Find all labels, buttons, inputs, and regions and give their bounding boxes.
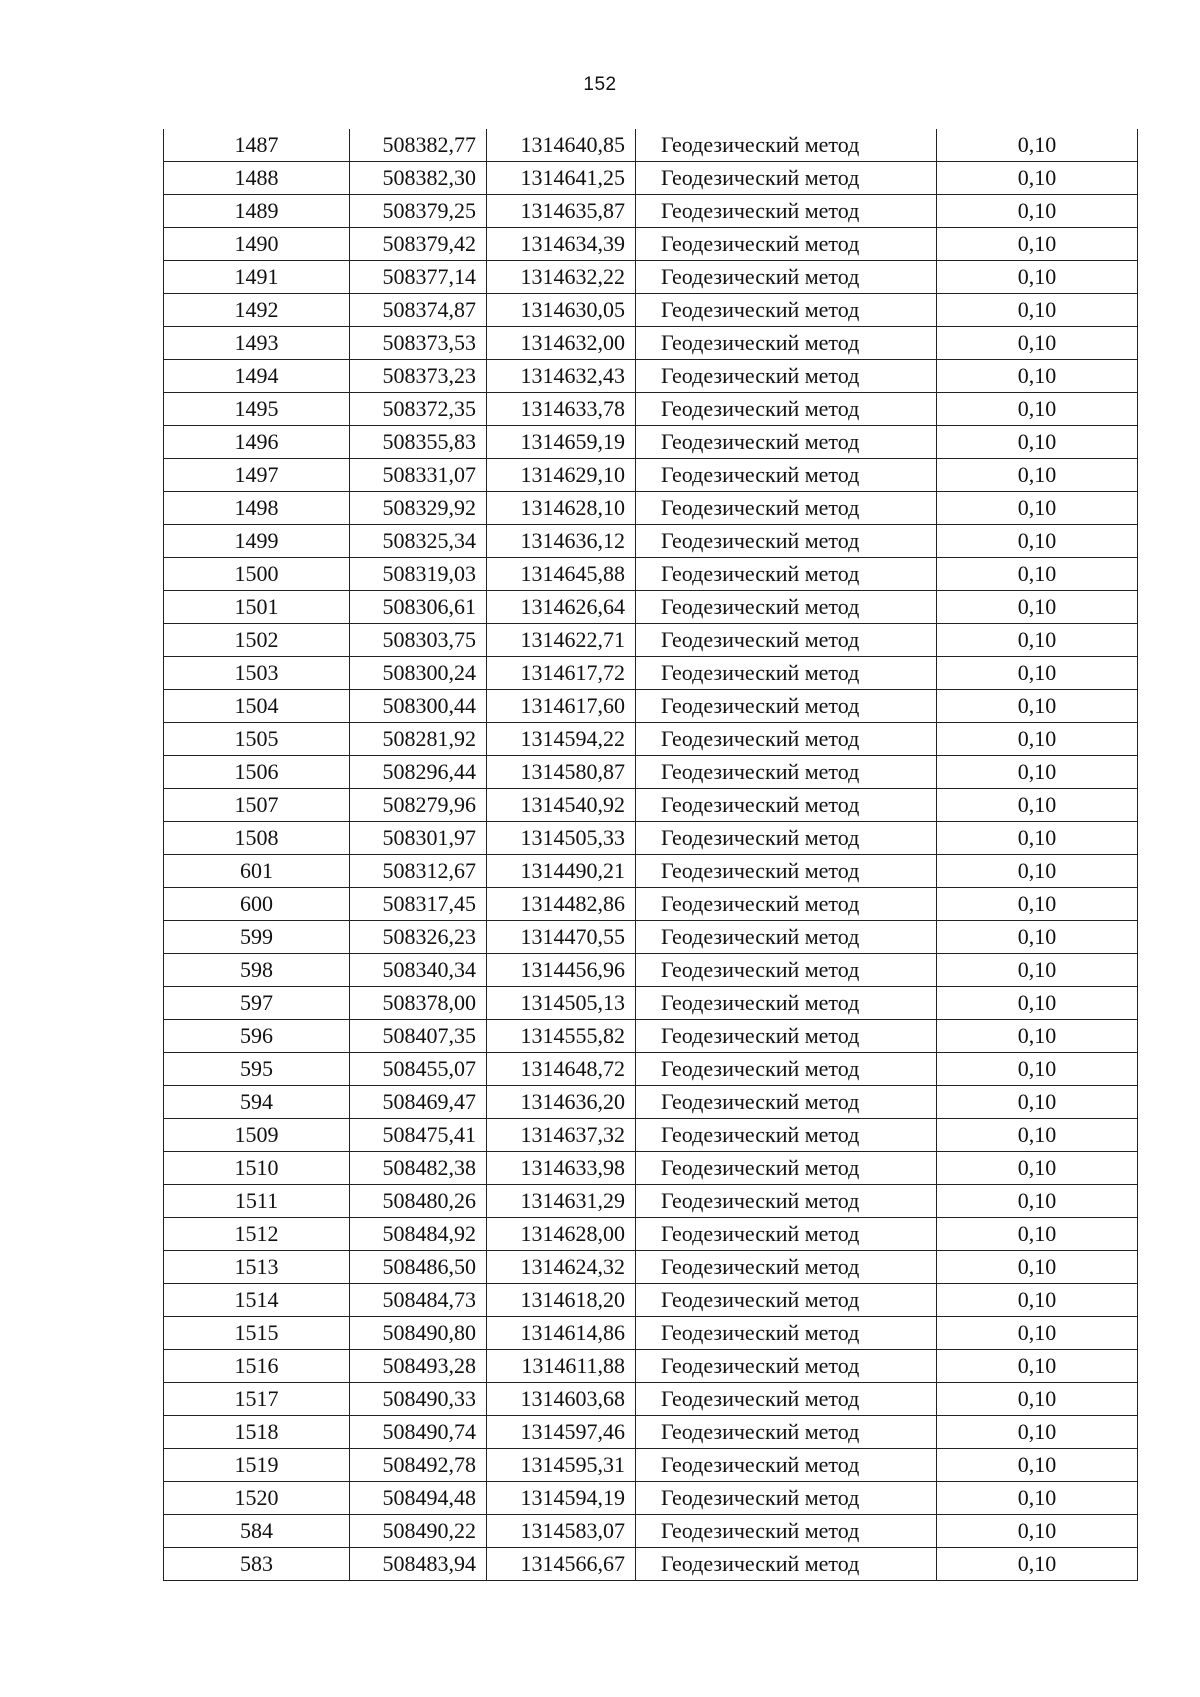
y-coordinate-cell: 1314630,05 [487, 294, 636, 327]
table-row [164, 558, 1138, 591]
y-coordinate-cell: 1314594,19 [487, 1482, 636, 1515]
accuracy-cell: 0,10 [937, 756, 1138, 789]
x-coordinate-cell: 508484,73 [350, 1284, 487, 1317]
table-row [164, 459, 1138, 492]
method-cell: Геодезический метод [636, 558, 937, 591]
x-coordinate-cell: 508373,23 [350, 360, 487, 393]
method-cell: Геодезический метод [636, 1515, 937, 1548]
method-cell: Геодезический метод [636, 954, 937, 987]
x-coordinate-cell: 508407,35 [350, 1020, 487, 1053]
table-row [164, 756, 1138, 789]
x-coordinate-cell: 508483,94 [350, 1548, 487, 1581]
point-number-cell: 1512 [164, 1218, 350, 1251]
point-number-cell: 1487 [164, 129, 350, 162]
point-number-cell: 1492 [164, 294, 350, 327]
x-coordinate-cell: 508378,00 [350, 987, 487, 1020]
y-coordinate-cell: 1314632,43 [487, 360, 636, 393]
point-number-cell: 599 [164, 921, 350, 954]
table-row [164, 855, 1138, 888]
x-coordinate-cell: 508486,50 [350, 1251, 487, 1284]
table-row [164, 987, 1138, 1020]
method-cell: Геодезический метод [636, 261, 937, 294]
method-cell: Геодезический метод [636, 1350, 937, 1383]
point-number-cell: 1500 [164, 558, 350, 591]
y-coordinate-cell: 1314631,29 [487, 1185, 636, 1218]
x-coordinate-cell: 508296,44 [350, 756, 487, 789]
x-coordinate-cell: 508303,75 [350, 624, 487, 657]
y-coordinate-cell: 1314456,96 [487, 954, 636, 987]
point-number-cell: 1502 [164, 624, 350, 657]
table-row [164, 591, 1138, 624]
x-coordinate-cell: 508490,80 [350, 1317, 487, 1350]
x-coordinate-cell: 508455,07 [350, 1053, 487, 1086]
table-row [164, 261, 1138, 294]
table-row [164, 1284, 1138, 1317]
point-number-cell: 1503 [164, 657, 350, 690]
y-coordinate-cell: 1314624,32 [487, 1251, 636, 1284]
y-coordinate-cell: 1314633,78 [487, 393, 636, 426]
method-cell: Геодезический метод [636, 723, 937, 756]
method-cell: Геодезический метод [636, 855, 937, 888]
method-cell: Геодезический метод [636, 822, 937, 855]
y-coordinate-cell: 1314505,13 [487, 987, 636, 1020]
accuracy-cell: 0,10 [937, 1251, 1138, 1284]
x-coordinate-cell: 508301,97 [350, 822, 487, 855]
point-number-cell: 1507 [164, 789, 350, 822]
point-number-cell: 1490 [164, 228, 350, 261]
y-coordinate-cell: 1314611,88 [487, 1350, 636, 1383]
method-cell: Геодезический метод [636, 393, 937, 426]
point-number-cell: 1511 [164, 1185, 350, 1218]
method-cell: Геодезический метод [636, 1020, 937, 1053]
y-coordinate-cell: 1314594,22 [487, 723, 636, 756]
point-number-cell: 1499 [164, 525, 350, 558]
point-number-cell: 584 [164, 1515, 350, 1548]
method-cell: Геодезический метод [636, 228, 937, 261]
accuracy-cell: 0,10 [937, 195, 1138, 228]
point-number-cell: 583 [164, 1548, 350, 1581]
table-row [164, 954, 1138, 987]
table-row [164, 657, 1138, 690]
method-cell: Геодезический метод [636, 1449, 937, 1482]
method-cell: Геодезический метод [636, 1284, 937, 1317]
method-cell: Геодезический метод [636, 327, 937, 360]
x-coordinate-cell: 508329,92 [350, 492, 487, 525]
table-row [164, 1482, 1138, 1515]
method-cell: Геодезический метод [636, 1185, 937, 1218]
y-coordinate-cell: 1314555,82 [487, 1020, 636, 1053]
point-number-cell: 601 [164, 855, 350, 888]
accuracy-cell: 0,10 [937, 921, 1138, 954]
point-number-cell: 1493 [164, 327, 350, 360]
point-number-cell: 1517 [164, 1383, 350, 1416]
table-row [164, 1251, 1138, 1284]
table-row [164, 1218, 1138, 1251]
table-row [164, 690, 1138, 723]
accuracy-cell: 0,10 [937, 855, 1138, 888]
y-coordinate-cell: 1314566,67 [487, 1548, 636, 1581]
x-coordinate-cell: 508480,26 [350, 1185, 487, 1218]
table-row [164, 1383, 1138, 1416]
y-coordinate-cell: 1314659,19 [487, 426, 636, 459]
method-cell: Геодезический метод [636, 921, 937, 954]
y-coordinate-cell: 1314490,21 [487, 855, 636, 888]
accuracy-cell: 0,10 [937, 657, 1138, 690]
x-coordinate-cell: 508490,22 [350, 1515, 487, 1548]
table-row [164, 1053, 1138, 1086]
table-row [164, 1515, 1138, 1548]
accuracy-cell: 0,10 [937, 1185, 1138, 1218]
point-number-cell: 1516 [164, 1350, 350, 1383]
y-coordinate-cell: 1314628,00 [487, 1218, 636, 1251]
accuracy-cell: 0,10 [937, 459, 1138, 492]
point-number-cell: 1497 [164, 459, 350, 492]
table-row [164, 129, 1138, 162]
table-row [164, 228, 1138, 261]
method-cell: Геодезический метод [636, 129, 937, 162]
x-coordinate-cell: 508382,30 [350, 162, 487, 195]
y-coordinate-cell: 1314580,87 [487, 756, 636, 789]
y-coordinate-cell: 1314482,86 [487, 888, 636, 921]
x-coordinate-cell: 508325,34 [350, 525, 487, 558]
x-coordinate-cell: 508490,33 [350, 1383, 487, 1416]
table-row [164, 162, 1138, 195]
table-row [164, 921, 1138, 954]
point-number-cell: 1505 [164, 723, 350, 756]
accuracy-cell: 0,10 [937, 228, 1138, 261]
accuracy-cell: 0,10 [937, 558, 1138, 591]
point-number-cell: 1489 [164, 195, 350, 228]
coordinates-table [163, 129, 1138, 1581]
point-number-cell: 1519 [164, 1449, 350, 1482]
point-number-cell: 1504 [164, 690, 350, 723]
method-cell: Геодезический метод [636, 1086, 937, 1119]
x-coordinate-cell: 508469,47 [350, 1086, 487, 1119]
x-coordinate-cell: 508493,28 [350, 1350, 487, 1383]
method-cell: Геодезический метод [636, 1152, 937, 1185]
y-coordinate-cell: 1314470,55 [487, 921, 636, 954]
accuracy-cell: 0,10 [937, 1482, 1138, 1515]
accuracy-cell: 0,10 [937, 294, 1138, 327]
x-coordinate-cell: 508355,83 [350, 426, 487, 459]
point-number-cell: 1520 [164, 1482, 350, 1515]
method-cell: Геодезический метод [636, 1416, 937, 1449]
accuracy-cell: 0,10 [937, 162, 1138, 195]
y-coordinate-cell: 1314635,87 [487, 195, 636, 228]
accuracy-cell: 0,10 [937, 525, 1138, 558]
x-coordinate-cell: 508482,38 [350, 1152, 487, 1185]
method-cell: Геодезический метод [636, 1053, 937, 1086]
point-number-cell: 1494 [164, 360, 350, 393]
table-row [164, 822, 1138, 855]
accuracy-cell: 0,10 [937, 261, 1138, 294]
method-cell: Геодезический метод [636, 294, 937, 327]
point-number-cell: 1514 [164, 1284, 350, 1317]
point-number-cell: 1513 [164, 1251, 350, 1284]
table-row [164, 294, 1138, 327]
method-cell: Геодезический метод [636, 360, 937, 393]
accuracy-cell: 0,10 [937, 1284, 1138, 1317]
y-coordinate-cell: 1314632,00 [487, 327, 636, 360]
x-coordinate-cell: 508331,07 [350, 459, 487, 492]
accuracy-cell: 0,10 [937, 1317, 1138, 1350]
y-coordinate-cell: 1314614,86 [487, 1317, 636, 1350]
method-cell: Геодезический метод [636, 1119, 937, 1152]
y-coordinate-cell: 1314645,88 [487, 558, 636, 591]
x-coordinate-cell: 508319,03 [350, 558, 487, 591]
accuracy-cell: 0,10 [937, 1383, 1138, 1416]
method-cell: Геодезический метод [636, 426, 937, 459]
accuracy-cell: 0,10 [937, 426, 1138, 459]
point-number-cell: 1501 [164, 591, 350, 624]
x-coordinate-cell: 508340,34 [350, 954, 487, 987]
point-number-cell: 1510 [164, 1152, 350, 1185]
table-row [164, 393, 1138, 426]
point-number-cell: 595 [164, 1053, 350, 1086]
point-number-cell: 1488 [164, 162, 350, 195]
accuracy-cell: 0,10 [937, 327, 1138, 360]
accuracy-cell: 0,10 [937, 723, 1138, 756]
accuracy-cell: 0,10 [937, 789, 1138, 822]
method-cell: Геодезический метод [636, 162, 937, 195]
method-cell: Геодезический метод [636, 195, 937, 228]
accuracy-cell: 0,10 [937, 1020, 1138, 1053]
table-row [164, 360, 1138, 393]
method-cell: Геодезический метод [636, 1218, 937, 1251]
accuracy-cell: 0,10 [937, 888, 1138, 921]
table-row [164, 888, 1138, 921]
x-coordinate-cell: 508382,77 [350, 129, 487, 162]
accuracy-cell: 0,10 [937, 129, 1138, 162]
y-coordinate-cell: 1314505,33 [487, 822, 636, 855]
table-row [164, 624, 1138, 657]
method-cell: Геодезический метод [636, 888, 937, 921]
point-number-cell: 1496 [164, 426, 350, 459]
y-coordinate-cell: 1314622,71 [487, 624, 636, 657]
table-row [164, 195, 1138, 228]
method-cell: Геодезический метод [636, 1548, 937, 1581]
point-number-cell: 1506 [164, 756, 350, 789]
x-coordinate-cell: 508300,44 [350, 690, 487, 723]
point-number-cell: 1491 [164, 261, 350, 294]
point-number-cell: 600 [164, 888, 350, 921]
x-coordinate-cell: 508494,48 [350, 1482, 487, 1515]
x-coordinate-cell: 508475,41 [350, 1119, 487, 1152]
page-number: 152 [583, 74, 617, 95]
table-row [164, 1086, 1138, 1119]
y-coordinate-cell: 1314634,39 [487, 228, 636, 261]
point-number-cell: 597 [164, 987, 350, 1020]
accuracy-cell: 0,10 [937, 1218, 1138, 1251]
table-row [164, 1020, 1138, 1053]
table-row [164, 492, 1138, 525]
y-coordinate-cell: 1314633,98 [487, 1152, 636, 1185]
x-coordinate-cell: 508373,53 [350, 327, 487, 360]
method-cell: Геодезический метод [636, 789, 937, 822]
accuracy-cell: 0,10 [937, 1053, 1138, 1086]
table-row [164, 723, 1138, 756]
accuracy-cell: 0,10 [937, 954, 1138, 987]
y-coordinate-cell: 1314648,72 [487, 1053, 636, 1086]
x-coordinate-cell: 508484,92 [350, 1218, 487, 1251]
y-coordinate-cell: 1314632,22 [487, 261, 636, 294]
method-cell: Геодезический метод [636, 624, 937, 657]
accuracy-cell: 0,10 [937, 1350, 1138, 1383]
accuracy-cell: 0,10 [937, 1086, 1138, 1119]
method-cell: Геодезический метод [636, 1251, 937, 1284]
y-coordinate-cell: 1314641,25 [487, 162, 636, 195]
y-coordinate-cell: 1314583,07 [487, 1515, 636, 1548]
method-cell: Геодезический метод [636, 591, 937, 624]
y-coordinate-cell: 1314629,10 [487, 459, 636, 492]
table-row [164, 1119, 1138, 1152]
method-cell: Геодезический метод [636, 690, 937, 723]
y-coordinate-cell: 1314636,12 [487, 525, 636, 558]
accuracy-cell: 0,10 [937, 1416, 1138, 1449]
accuracy-cell: 0,10 [937, 360, 1138, 393]
y-coordinate-cell: 1314636,20 [487, 1086, 636, 1119]
point-number-cell: 596 [164, 1020, 350, 1053]
accuracy-cell: 0,10 [937, 492, 1138, 525]
accuracy-cell: 0,10 [937, 624, 1138, 657]
method-cell: Геодезический метод [636, 525, 937, 558]
y-coordinate-cell: 1314540,92 [487, 789, 636, 822]
x-coordinate-cell: 508317,45 [350, 888, 487, 921]
table-row [164, 1350, 1138, 1383]
point-number-cell: 1508 [164, 822, 350, 855]
accuracy-cell: 0,10 [937, 1449, 1138, 1482]
y-coordinate-cell: 1314618,20 [487, 1284, 636, 1317]
x-coordinate-cell: 508281,92 [350, 723, 487, 756]
table-row [164, 1152, 1138, 1185]
table-row [164, 1449, 1138, 1482]
y-coordinate-cell: 1314603,68 [487, 1383, 636, 1416]
method-cell: Геодезический метод [636, 1482, 937, 1515]
point-number-cell: 598 [164, 954, 350, 987]
accuracy-cell: 0,10 [937, 591, 1138, 624]
table-row [164, 789, 1138, 822]
table-row [164, 525, 1138, 558]
x-coordinate-cell: 508300,24 [350, 657, 487, 690]
accuracy-cell: 0,10 [937, 987, 1138, 1020]
y-coordinate-cell: 1314626,64 [487, 591, 636, 624]
x-coordinate-cell: 508492,78 [350, 1449, 487, 1482]
point-number-cell: 1495 [164, 393, 350, 426]
point-number-cell: 1515 [164, 1317, 350, 1350]
point-number-cell: 1498 [164, 492, 350, 525]
y-coordinate-cell: 1314597,46 [487, 1416, 636, 1449]
table-row [164, 327, 1138, 360]
y-coordinate-cell: 1314628,10 [487, 492, 636, 525]
x-coordinate-cell: 508377,14 [350, 261, 487, 294]
x-coordinate-cell: 508372,35 [350, 393, 487, 426]
x-coordinate-cell: 508312,67 [350, 855, 487, 888]
x-coordinate-cell: 508379,42 [350, 228, 487, 261]
table-row [164, 1416, 1138, 1449]
accuracy-cell: 0,10 [937, 1548, 1138, 1581]
method-cell: Геодезический метод [636, 987, 937, 1020]
accuracy-cell: 0,10 [937, 822, 1138, 855]
y-coordinate-cell: 1314637,32 [487, 1119, 636, 1152]
method-cell: Геодезический метод [636, 657, 937, 690]
x-coordinate-cell: 508279,96 [350, 789, 487, 822]
accuracy-cell: 0,10 [937, 1119, 1138, 1152]
y-coordinate-cell: 1314640,85 [487, 129, 636, 162]
y-coordinate-cell: 1314617,60 [487, 690, 636, 723]
y-coordinate-cell: 1314595,31 [487, 1449, 636, 1482]
accuracy-cell: 0,10 [937, 393, 1138, 426]
point-number-cell: 1509 [164, 1119, 350, 1152]
method-cell: Геодезический метод [636, 1317, 937, 1350]
method-cell: Геодезический метод [636, 459, 937, 492]
table-row [164, 1317, 1138, 1350]
point-number-cell: 1518 [164, 1416, 350, 1449]
table-row [164, 1548, 1138, 1581]
x-coordinate-cell: 508374,87 [350, 294, 487, 327]
accuracy-cell: 0,10 [937, 1152, 1138, 1185]
accuracy-cell: 0,10 [937, 1515, 1138, 1548]
x-coordinate-cell: 508306,61 [350, 591, 487, 624]
table-row [164, 426, 1138, 459]
accuracy-cell: 0,10 [937, 690, 1138, 723]
x-coordinate-cell: 508490,74 [350, 1416, 487, 1449]
x-coordinate-cell: 508326,23 [350, 921, 487, 954]
y-coordinate-cell: 1314617,72 [487, 657, 636, 690]
coordinates-table-body [164, 129, 1138, 1581]
method-cell: Геодезический метод [636, 1383, 937, 1416]
method-cell: Геодезический метод [636, 492, 937, 525]
x-coordinate-cell: 508379,25 [350, 195, 487, 228]
method-cell: Геодезический метод [636, 756, 937, 789]
point-number-cell: 594 [164, 1086, 350, 1119]
table-row [164, 1185, 1138, 1218]
